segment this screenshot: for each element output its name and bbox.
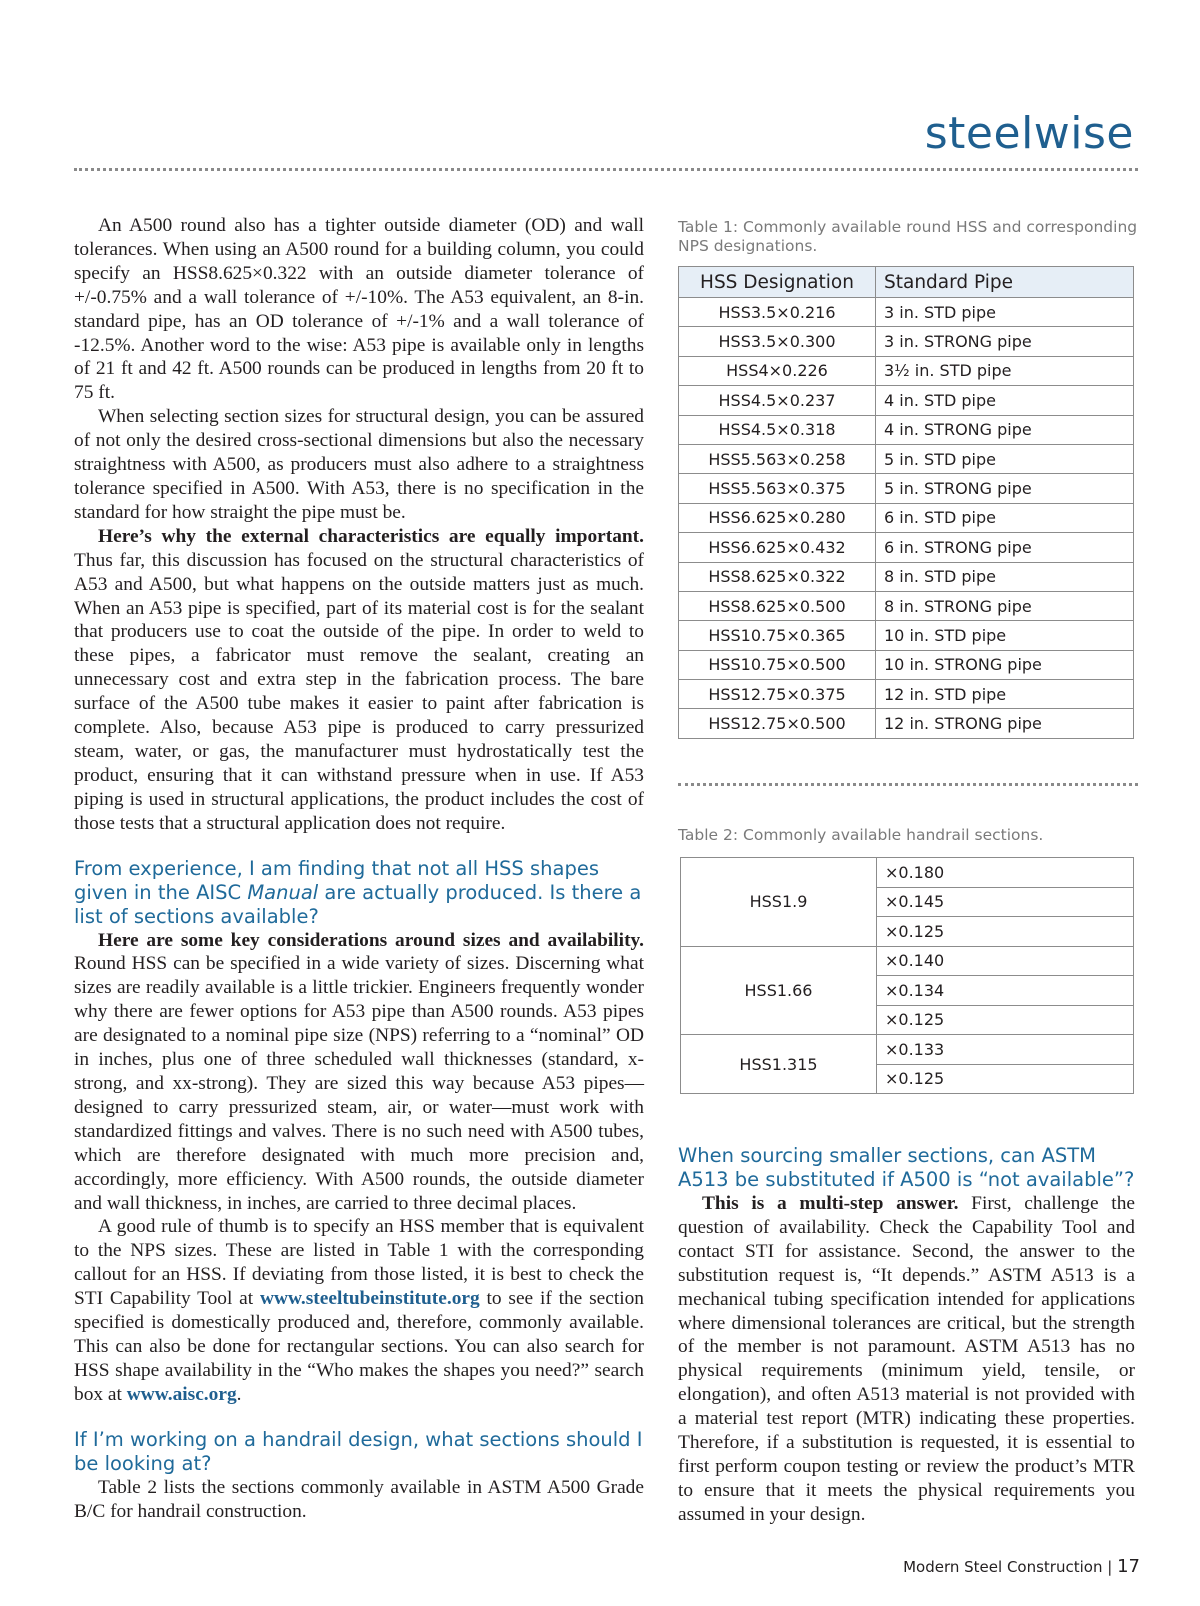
hss-cell: HSS3.5×0.300 (679, 327, 876, 356)
body-sizes: Round HSS can be specified in a wide variety of sizes. Discerning what sizes are readily available is a little trickier. Engineers frequently wonder why there are fewer options for A53 pipe than A500 rounds. A53 pipes are designated to a nominal pipe size (NPS) referring to a “nominal” OD in inches, plus one of three scheduled wall thicknesses (standard, x-strong, and xx-strong). They are sized this way because A53 pipes—designed to carry pressurized steam, air, or water—must work with standardized fittings and valves. There is no such need with A500 tubes, which are therefore designated with much more precision and, accordingly, more efficiency. With A500 rounds, the outside diameter and wall thickness, in inches, are carried to three decimal places. (74, 953, 644, 1214)
pipe-cell: 8 in. STD pipe (876, 562, 1134, 591)
paragraph-straightness: When selecting section sizes for structural design, you can be assured of not only the desired cross-sectional dimensions but also the necessary straightness with A500, as producers must also adhere to a straightness tolerance specified in A500. With A53, there is no specification in the standard for how straight the pipe must be. (74, 406, 644, 523)
left-column (74, 214, 644, 1524)
body-external: Thus far, this discussion has focused on the structural characteristics of A53 and A500, but what happens on the outside matters just as much. When an A53 pipe is specified, part of its material cost is for the sealant that producers use to coat the outside of the pipe. In order to weld to these pipes, a fabricator must remove the sealant, creating an unnecessary cost and extra step in the fabrication process. The bare surface of the A500 tube makes it easier to paint after fabrication is complete. Also, because A53 pipe is produced to carry pressurized steam, water, or gas, the manufacturer must hydrostatically test the product, ensuring that it can withstand pressure when in use. If A53 piping is used in structural applications, the product includes the cost of those tests that a structural application does not require. (74, 549, 644, 834)
wall-cell: ×0.125 (877, 917, 1134, 947)
pipe-cell: 12 in. STD pipe (876, 680, 1134, 709)
group-cell: HSS1.66 (681, 946, 877, 1035)
paragraph-od-tolerances: An A500 round also has a tighter outside diameter (OD) and wall tolerances. When using an A500 round for a building column, you could specify an HSS8.625×0.322 with an outside diameter tolerance of +/-0.75% and a wall tolerance of +/-10%. The A53 equivalent, an 8-in. standard pipe, has an OD tolerance of +/-1% and a wall tolerance of -12.5%. Another word to the wise: A53 pipe is available only in lengths of 21 ft and 42 ft. A500 rounds can be produced in lengths from 20 ft to 75 ft. (74, 215, 644, 404)
table1-header-pipe: Standard Pipe (876, 267, 1134, 298)
wall-cell: ×0.140 (877, 946, 1134, 976)
pipe-cell: 6 in. STRONG pipe (876, 533, 1134, 562)
paragraph-table2-intro: Table 2 lists the sections commonly available in ASTM A500 Grade B/C for handrail construction. (74, 1476, 644, 1522)
footer-separator: | (1107, 1558, 1113, 1576)
table-row (679, 474, 1134, 503)
table-row (679, 444, 1134, 473)
wall-cell: ×0.125 (877, 1064, 1134, 1094)
pipe-cell: 5 in. STD pipe (876, 444, 1134, 473)
hss-cell: HSS8.625×0.322 (679, 562, 876, 591)
section-title: steelwise (924, 108, 1134, 159)
table-row (679, 298, 1134, 327)
pipe-cell: 6 in. STD pipe (876, 503, 1134, 532)
hss-cell: HSS6.625×0.432 (679, 533, 876, 562)
pipe-cell: 3½ in. STD pipe (876, 356, 1134, 385)
text-part: A good rule of thumb is to specify an HSS member that is equivalent to the NPS sizes. These are listed in Table 1 with the corresponding callout for an HSS. If deviating from those listed, it is best to check the STI Capability Tool at (74, 1216, 644, 1310)
wall-cell: ×0.133 (877, 1035, 1134, 1065)
table-row (681, 858, 1134, 888)
group-cell: HSS1.9 (681, 858, 877, 947)
pipe-cell: 5 in. STRONG pipe (876, 474, 1134, 503)
table-row (679, 680, 1134, 709)
hss-cell: HSS4.5×0.237 (679, 386, 876, 415)
table-row (679, 591, 1134, 620)
pipe-cell: 4 in. STRONG pipe (876, 415, 1134, 444)
question-text-part: From experience, I am finding that not all HSS shapes given in the AISC (74, 856, 599, 904)
group-cell: HSS1.315 (681, 1035, 877, 1094)
table-row (679, 503, 1134, 532)
pipe-cell: 10 in. STRONG pipe (876, 650, 1134, 679)
body-a513: First, challenge the question of availability. Check the Capability Tool and contact STI for assistance. Second, the answer to the substitution request is, “It depends.” ASTM A513 is a mechanical tubing specification intended for applications where dimensional tolerances are critical, but the strength of the member is not paramount. ASTM A513 has no physical requirements (minimum yield, tensile, or elongation), and often A513 material is not provided with a material test report (MTR) indicating these properties. Therefore, if a substitution is requested, it is essential to first perform coupon testing or review the product’s MTR to ensure that it meets the physical requirements you assumed in your design. (678, 1193, 1135, 1525)
hss-cell: HSS5.563×0.375 (679, 474, 876, 503)
question-heading-a513: When sourcing smaller sections, can ASTM A513 be substituted if A500 is “not available”? (678, 1144, 1135, 1191)
wall-cell: ×0.134 (877, 976, 1134, 1006)
page-footer (903, 1556, 1140, 1577)
wall-cell: ×0.145 (877, 887, 1134, 917)
table-row (679, 415, 1134, 444)
paragraph-external-characteristics (74, 525, 644, 836)
table-row (679, 533, 1134, 562)
table-row (679, 356, 1134, 385)
hss-cell: HSS4.5×0.318 (679, 415, 876, 444)
page-number: 17 (1117, 1556, 1140, 1577)
wall-cell: ×0.180 (877, 858, 1134, 888)
paragraph-rule-of-thumb (74, 1215, 644, 1406)
table-row (679, 386, 1134, 415)
paragraph-a513 (678, 1192, 1135, 1527)
right-column-text (678, 1144, 1135, 1527)
hss-cell: HSS4×0.226 (679, 356, 876, 385)
hss-cell: HSS6.625×0.280 (679, 503, 876, 532)
top-dotted-divider (74, 168, 1138, 171)
table-row (679, 709, 1134, 738)
table2-caption: Table 2: Commonly available handrail sections. (678, 826, 1044, 844)
pipe-cell: 12 in. STRONG pipe (876, 709, 1134, 738)
hss-cell: HSS3.5×0.216 (679, 298, 876, 327)
table-row (681, 1035, 1134, 1065)
pipe-cell: 10 in. STD pipe (876, 621, 1134, 650)
pipe-cell: 4 in. STD pipe (876, 386, 1134, 415)
table-row (679, 327, 1134, 356)
hss-cell: HSS12.75×0.500 (679, 709, 876, 738)
pipe-cell: 3 in. STD pipe (876, 298, 1134, 327)
table-row (681, 946, 1134, 976)
hss-cell: HSS12.75×0.375 (679, 680, 876, 709)
question-heading-handrail: If I’m working on a handrail design, what sections should I be looking at? (74, 1427, 643, 1475)
manual-italic: Manual (247, 880, 319, 904)
pipe-cell: 8 in. STRONG pipe (876, 591, 1134, 620)
table-row (679, 562, 1134, 591)
hss-cell: HSS5.563×0.258 (679, 444, 876, 473)
table2-handrail-sections (680, 857, 1134, 1094)
question-text-part: are actually produced. Is there a list of sections available? (74, 880, 642, 928)
question-heading-hss-shapes (74, 857, 644, 929)
paragraph-sizes-availability (74, 929, 644, 1216)
table-row (679, 621, 1134, 650)
wall-cell: ×0.125 (877, 1005, 1134, 1035)
lead-in-sizes: Here are some key considerations around sizes and availability. (98, 929, 644, 951)
mid-dotted-divider (678, 783, 1138, 786)
hss-cell: HSS10.75×0.500 (679, 650, 876, 679)
steeltubeinstitute-link[interactable]: www.steeltubeinstitute.org (259, 1288, 480, 1310)
pipe-cell: 3 in. STRONG pipe (876, 327, 1134, 356)
text-part: . (236, 1383, 242, 1405)
table-row (679, 650, 1134, 679)
aisc-link[interactable]: www.aisc.org (126, 1383, 237, 1405)
publication-name: Modern Steel Construction (903, 1558, 1103, 1576)
table1-caption: Table 1: Commonly available round HSS and corresponding NPS designations. (678, 218, 1138, 255)
lead-in-a513: This is a multi-step answer. (702, 1193, 959, 1214)
table1-header-hss: HSS Designation (679, 267, 876, 298)
text-part: to see if the section specified is domestically produced and, therefore, commonly available. This can also be done for rectangular sections. You can also search for HSS shape availability in the “Who makes the shapes you need?” search box at (74, 1288, 644, 1405)
hss-cell: HSS10.75×0.365 (679, 621, 876, 650)
table1-hss-designations (678, 266, 1134, 739)
lead-in-external: Here’s why the external characteristics are equally important. (98, 525, 644, 547)
hss-cell: HSS8.625×0.500 (679, 591, 876, 620)
